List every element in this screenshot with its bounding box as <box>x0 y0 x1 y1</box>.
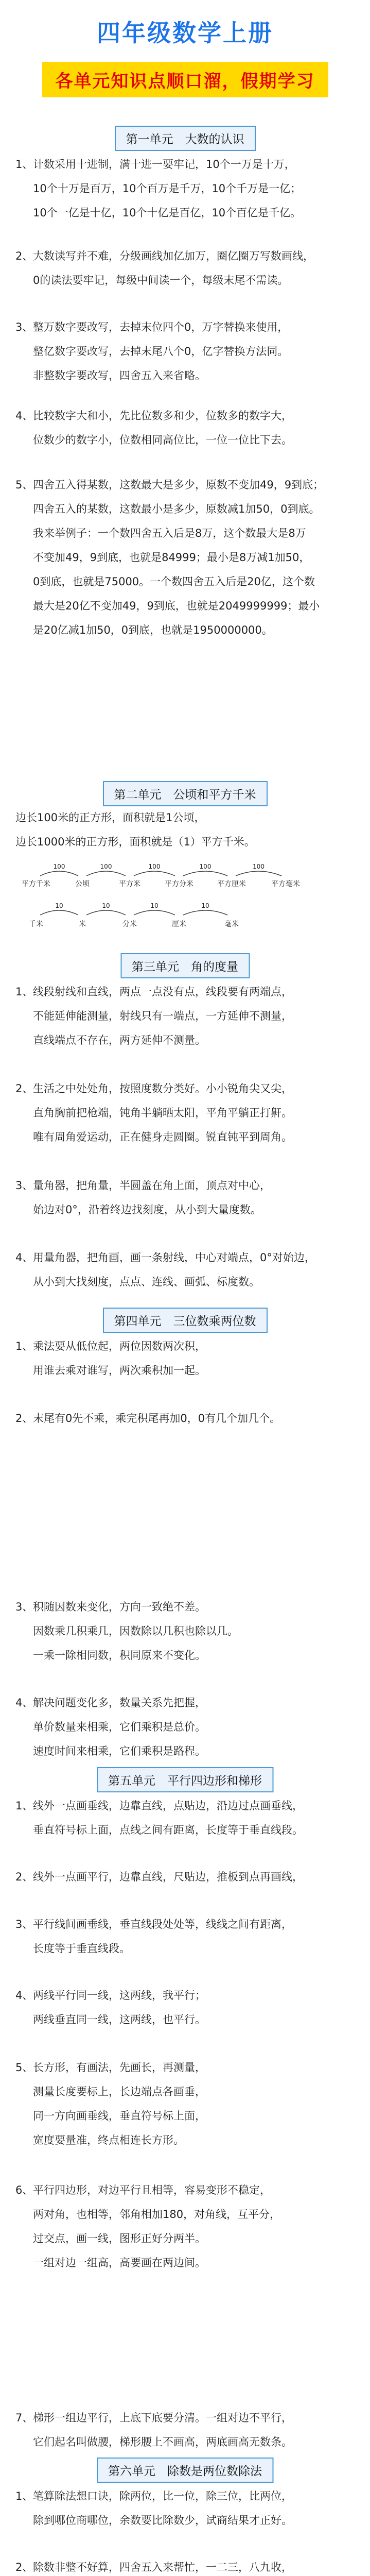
area-unit-label: 平方米 <box>119 880 140 888</box>
conversion-rate-label: 100 <box>253 863 265 870</box>
conversion-arc <box>134 871 175 876</box>
item-number: 6、 <box>15 2184 33 2196</box>
list-item <box>15 1246 361 1294</box>
item-line: 不能延伸能测量，射线只有一端点，一方延伸不测量， <box>33 1010 292 1022</box>
list-item <box>15 1794 361 1842</box>
item-line: 边长100米的正方形，面积就是1公顷， <box>15 811 205 824</box>
conversion-rate-label: 10 <box>55 902 63 909</box>
item-line: 位数少的数字小，位数相同高位比，一位一位比下去。 <box>33 434 292 446</box>
item-line: 四舍五入得某数，这数最大是多少，原数不变加49，9到底； <box>33 479 324 491</box>
item-line: 生活之中处处角，按照度数分类好。小小锐角尖又尖， <box>33 1082 292 1095</box>
item-line: 计数采用十进制，满十进一要牢记，10个一万是十万， <box>33 158 295 171</box>
item-line: 直线端点不存在，两方延伸不测量。 <box>33 1034 206 1046</box>
item-line: 不变加49，9到底，也就是84999；最小是8万减1加50， <box>33 551 310 564</box>
item-line: 宽度要量准，终点相连长方形。 <box>33 2134 184 2146</box>
item-line: 0的读法要牢记，每级中间读一个，每级末尾不需读。 <box>33 274 289 286</box>
item-line: 解决问题变化多，数量关系先把握， <box>33 1697 206 1709</box>
item-line: 一组对边一组高，高要画在两边间。 <box>33 2257 206 2269</box>
item-line: 它们起名叫做腰，梯形腰上不画高，两底画高无数条。 <box>33 2436 292 2448</box>
item-number: 5、 <box>15 2061 33 2074</box>
list-item <box>15 2406 361 2454</box>
item-line: 10个一亿是十亿，10个十亿是百亿，10个百亿是千亿。 <box>33 207 302 219</box>
conversion-rate-label: 100 <box>53 863 65 870</box>
item-line: 垂直符号标上面，点线之间有距离，长度等于垂直线段。 <box>33 1824 303 1836</box>
item-line: 唯有周角爱运动，正在健身走圆圈。锐直钝平到周角。 <box>33 1131 292 1143</box>
list-item <box>15 2178 361 2275</box>
item-line: 除数非整不好算，四舍五入来帮忙，一二三，八九收， <box>33 2561 292 2573</box>
item-number: 4、 <box>15 410 33 422</box>
unit-heading-5: 第五单元 平行四边形和梯形 <box>97 1767 273 1792</box>
item-number: 7、 <box>15 2412 33 2424</box>
length-unit-label: 分米 <box>122 920 137 928</box>
item-line: 两线垂直同一线，这两线，也平行。 <box>33 2013 206 2026</box>
item-number: 2、 <box>15 1871 33 1883</box>
item-line: 量角器，把角量，半圆盖在角上面，顶点对中心， <box>33 1179 271 1192</box>
item-number: 4、 <box>15 1989 33 2002</box>
item-number: 2、 <box>15 2561 33 2573</box>
item-line: 用谁去乘对谁写，两次乘积加一起。 <box>33 1364 206 1377</box>
unit-heading-2: 第二单元 公顷和平方千米 <box>103 781 268 806</box>
list-item <box>15 1334 361 1383</box>
item-number: 3、 <box>15 1179 33 1192</box>
list-item <box>15 404 361 452</box>
length-unit-label: 毫米 <box>224 920 239 928</box>
item-line: 比较数字大和小，先比位数多和少，位数多的数字大， <box>33 410 292 422</box>
item-line: 积随因数来变化，方向一致绝不差。 <box>33 1601 206 1613</box>
conversion-arc <box>86 910 126 915</box>
list-item <box>15 1912 361 1961</box>
item-line: 速度时间来相乘，它们乘积是路程。 <box>33 1745 206 1757</box>
list-item <box>15 152 361 225</box>
conversion-arc <box>86 871 126 876</box>
item-line: 整万数字要改写，去掉末位四个0，万字替换来使用， <box>33 321 289 333</box>
item-line: 最大是20亿不变加49，9到底，也就是2049999999；最小 <box>33 600 320 612</box>
area-unit-label: 平方厘米 <box>217 880 246 888</box>
item-number: 5、 <box>15 479 33 491</box>
list-item <box>15 2484 361 2533</box>
area-unit-label: 平方千米 <box>22 880 50 888</box>
conversion-rate-label: 100 <box>199 863 212 870</box>
list-item <box>15 1984 361 2032</box>
item-line: 从小到大找刻度，点点、连线、画弧、标度数。 <box>33 1276 260 1288</box>
conversion-chart <box>15 860 355 938</box>
conversion-arc <box>134 910 175 915</box>
item-number: 1、 <box>15 1800 33 1812</box>
item-number: 2、 <box>15 1412 33 1425</box>
item-line: 线外一点画平行，边靠直线，尺贴边，推板到点再画线， <box>33 1871 303 1883</box>
item-number: 3、 <box>15 1601 33 1613</box>
list-item <box>15 2056 361 2153</box>
item-number: 4、 <box>15 1251 33 1264</box>
item-line: 平行四边形，对边平行且相等，容易变形不稳定， <box>33 2184 271 2196</box>
unit-heading-4: 第四单元 三位数乘两位数 <box>103 1308 268 1333</box>
item-number: 1、 <box>15 1340 33 1352</box>
conversion-arc <box>183 871 227 876</box>
item-line: 两对角，也相等，邻角相加180，对角线，互平分， <box>33 2208 281 2221</box>
item-line: 长方形，有画法，先画长，再测量， <box>33 2061 206 2074</box>
item-line: 我来举例子：一个数四舍五入后是8万，这个数最大是8万 <box>33 527 306 539</box>
unit-conversion-diagram <box>15 860 355 938</box>
list-item <box>15 1077 361 1149</box>
item-number: 3、 <box>15 1918 33 1930</box>
item-line: 直角胸前把枪端，钝角半躺晒太阳，平角平躺正打鼾。 <box>33 1107 292 1119</box>
item-line: 边长1000米的正方形，面积就是（1）平方千米。 <box>15 836 255 848</box>
item-line: 末尾有0先不乘，乘完积尾再加0，0有几个加几个。 <box>33 1412 281 1425</box>
item-line: 因数乘几积乘几，因数除以几积也除以几。 <box>33 1625 238 1637</box>
item-number: 1、 <box>15 986 33 998</box>
item-line: 除到哪位商哪位，余数要比除数少，试商结果才正好。 <box>33 2514 292 2527</box>
item-line: 乘法要从低位起，两位因数两次积， <box>33 1340 206 1352</box>
list-item <box>15 980 361 1053</box>
item-number: 1、 <box>15 158 33 171</box>
conversion-arc <box>236 871 281 876</box>
length-unit-label: 厘米 <box>172 920 186 928</box>
area-unit-label: 平方毫米 <box>271 880 300 888</box>
list-item <box>15 244 361 293</box>
list-item <box>15 315 361 388</box>
unit-heading-3: 第三单元 角的度量 <box>120 953 250 978</box>
page-title: 四年级数学上册 <box>97 19 273 47</box>
item-number: 1、 <box>15 2490 33 2502</box>
item-line: 线外一点画垂线，边靠直线，点贴边，沿边过点画垂线， <box>33 1800 303 1812</box>
length-unit-label: 米 <box>79 920 86 928</box>
item-line: 两线平行同一线，这两线，我平行； <box>33 1989 206 2002</box>
conversion-rate-label: 100 <box>148 863 161 870</box>
item-line: 用量角器，把角画，画一条射线，中心对端点，0°对始边， <box>33 1251 315 1264</box>
list-item <box>15 806 361 854</box>
item-line: 笔算除法想口诀，除两位，比一位，除三位，比两位， <box>33 2490 292 2502</box>
unit-heading-1: 第一单元 大数的认识 <box>115 126 256 151</box>
item-number: 2、 <box>15 1082 33 1095</box>
item-line: 线段射线和直线，两点一点没有点，线段要有两端点， <box>33 986 292 998</box>
list-item <box>15 473 361 642</box>
item-number: 2、 <box>15 250 33 262</box>
item-line: 0到底，也就是75000。一个数四舍五入后是20亿，这个数 <box>33 575 315 588</box>
unit-heading-6: 第六单元 除数是两位数除法 <box>97 2458 273 2483</box>
area-unit-label: 公顷 <box>75 880 90 888</box>
item-line: 平行线间画垂线，垂直线段处处等，线线之间有距离， <box>33 1918 292 1930</box>
item-number: 4、 <box>15 1697 33 1709</box>
item-line: 过交点，画一线，图形正好分两半。 <box>33 2232 206 2245</box>
subtitle: 各单元知识点顺口溜，假期学习 <box>42 62 328 97</box>
conversion-rate-label: 100 <box>100 863 112 870</box>
item-line: 始边对0°，沿着终边找刻度，从小到大量度数。 <box>33 1204 261 1216</box>
item-line: 非整数字要改写，四舍五入来省略。 <box>33 369 206 382</box>
conversion-arc <box>40 871 78 876</box>
subtitle-banner <box>0 62 370 97</box>
item-line: 单价数量来相乘，它们乘积是总价。 <box>33 1721 206 1733</box>
item-line: 10个十万是百万，10个百万是千万，10个千万是一亿； <box>33 182 302 195</box>
list-item <box>15 1865 361 1889</box>
item-line: 整亿数字要改写，去掉末尾八个0，亿字替换方法同。 <box>33 345 289 358</box>
item-line: 同一方向画垂线，垂直符号标上面， <box>33 2110 206 2122</box>
item-line: 梯形一组边平行，上底下底要分清。一组对边不平行， <box>33 2412 292 2424</box>
item-line: 大数读写并不难，分级画线加亿加万，圈亿圈万写数画线， <box>33 250 314 262</box>
list-item <box>15 1691 361 1764</box>
list-item <box>15 2555 361 2576</box>
conversion-arc <box>183 910 227 915</box>
item-line: 测量长度要标上，长边端点各画垂， <box>33 2086 206 2098</box>
conversion-arc <box>40 910 78 915</box>
item-line: 长度等于垂直线段。 <box>33 1942 130 1955</box>
item-line: 一乘一除相同数，积同原来不变化。 <box>33 1649 206 1662</box>
conversion-rate-label: 10 <box>102 902 110 909</box>
item-line: 四舍五入的某数，这数最小是多少，原数减1加50，0到底。 <box>33 503 320 515</box>
item-number: 3、 <box>15 321 33 333</box>
length-unit-label: 千米 <box>29 920 43 928</box>
list-item <box>15 1174 361 1222</box>
list-item <box>15 1595 361 1668</box>
item-line: 是20亿减1加50，0到底，也就是1950000000。 <box>33 624 273 636</box>
area-unit-label: 平方分米 <box>165 880 193 888</box>
list-item <box>15 1406 361 1431</box>
conversion-rate-label: 10 <box>201 902 209 909</box>
conversion-rate-label: 10 <box>150 902 158 909</box>
